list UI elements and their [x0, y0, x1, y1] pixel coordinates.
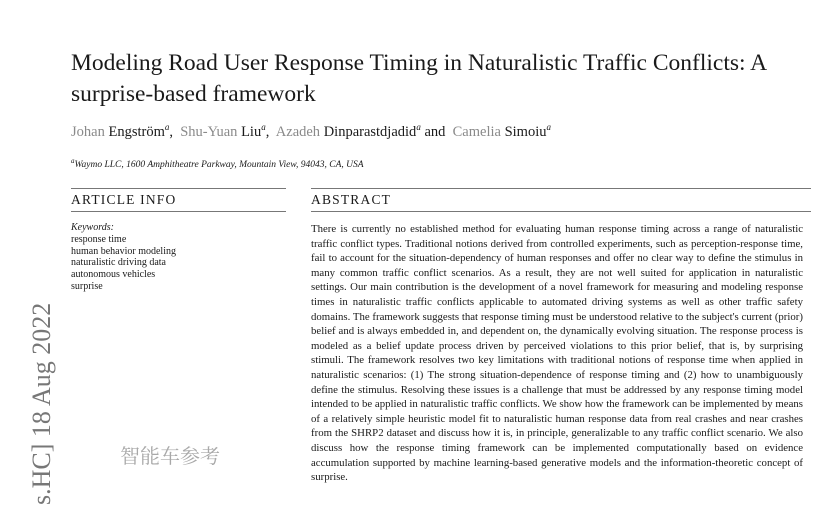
watermark: 智能车参考: [120, 444, 220, 468]
keyword: response time: [71, 233, 127, 245]
paper-title: Modeling Road User Response Timing in Naturalistic Traffic Conflicts: A surprise-based framework: [71, 50, 766, 107]
keywords: [71, 222, 176, 293]
author: Johan Engström$^a$: [71, 122, 170, 140]
divider: [71, 211, 286, 212]
keyword: autonomous vehicles: [71, 269, 156, 281]
abstract-heading: ABSTRACT: [311, 192, 392, 207]
arxiv-stamp: s.HC] 18 Aug 2022: [27, 302, 56, 505]
divider: [311, 188, 811, 189]
author: Camelia Simoiu$^a$: [452, 122, 551, 140]
keyword: surprise: [71, 280, 103, 292]
article-info-heading: ARTICLE INFO: [71, 192, 177, 207]
divider: [71, 188, 286, 189]
author-list: Johan Engström$^a$, Shu-Yuan Liu$^a$, Azadeh Dinparastdjadid$^a$ and Camelia Simoiu$^a$: [71, 122, 551, 140]
keywords-label: Keywords:: [71, 222, 114, 233]
keyword: naturalistic driving data: [71, 257, 166, 269]
divider: [311, 211, 811, 212]
affiliation: $^a$Waymo LLC, 1600 Amphitheatre Parkway, Mountain View, 94043, CA, USA: [71, 157, 364, 171]
author: Azadeh Dinparastdjadid$^a$: [275, 122, 421, 140]
keyword: human behavior modeling: [71, 245, 176, 257]
author: Shu-Yuan Liu$^a$: [180, 122, 266, 140]
abstract-text: There is currently no established method for evaluating human response timing across a range of naturalistic traffic conflict types. Traditional notions derived from controlled experiments, such as perception-response time, fail to account for the situation-dependency of human responses and offer no clear way to define the stimulus in many common traffic conflict scenarios. As a result, they are not well suited for application in naturalistic settings. Our main contribution is the development of a novel framework for measuring and modeling response times in naturalistic traffic conflicts applicable to automated driving systems as well as other traffic safety domains. The framework suggests that response timing must be understood relative to the subject's current (prior) belief and is always embedded in, and dependent on, the dynamically evolving situation. The response process is modeled as a belief update process driven by perceived violations to this prior belief, that is, by surprising stimuli. The framework resolves two key limitations with traditional notions of response time when applied in naturalistic scenarios: (1) The strong situation-dependence of response timing and (2) how to unambiguously define the stimulus. Resolving these issues is a challenge that must be addressed by any response timing model intended to be applied in naturalistic traffic conflicts. We show how the framework can be implemented by means of a relatively simple heuristic model fit to naturalistic human response data from real crashes and near crashes from the SHRP2 dataset and discuss how it is, in principle, generalizable to any traffic conflict scenario. We also discuss how the response timing framework can be implemented computationally based on evidence accumulation supported by machine learning-based generative models and the information-theoretic concept of surprise.: [311, 223, 803, 484]
